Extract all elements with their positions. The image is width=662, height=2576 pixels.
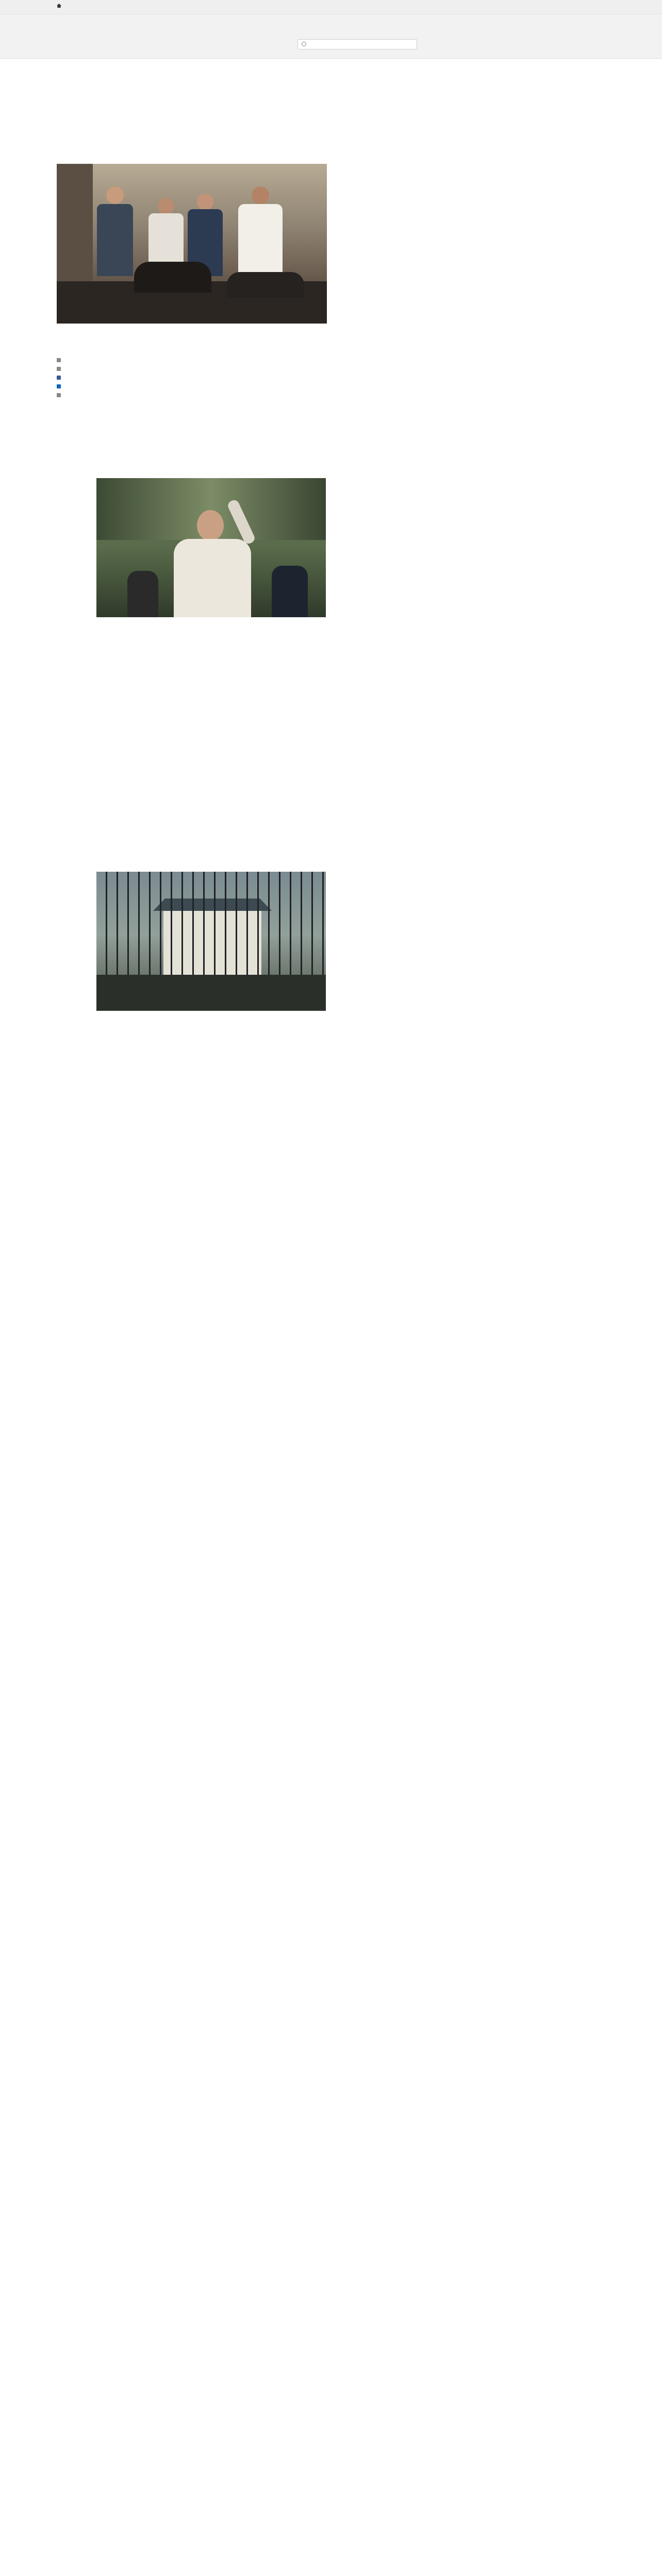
share-print[interactable]: [57, 391, 88, 399]
linkedin-icon: [57, 384, 61, 388]
article-body-1: [96, 348, 326, 354]
home-icon[interactable]: [57, 4, 61, 8]
x-icon: [57, 367, 61, 371]
share-x[interactable]: [57, 364, 88, 373]
masthead: [0, 14, 662, 59]
facebook-icon: [57, 376, 61, 380]
article-body-3: [96, 1033, 326, 1039]
hero-photo: [57, 164, 327, 324]
email-icon: [57, 358, 61, 362]
search-icon: [302, 42, 306, 46]
prison-photo: [96, 872, 326, 1011]
share-email[interactable]: [57, 355, 88, 364]
print-icon: [57, 393, 61, 397]
search-input[interactable]: [297, 39, 417, 49]
top-bar: [0, 0, 662, 14]
share-list: [57, 355, 88, 399]
prabowo-photo: [96, 478, 326, 617]
share-facebook[interactable]: [57, 373, 88, 382]
article-body-2: [96, 635, 326, 640]
share-linkedin[interactable]: [57, 382, 88, 391]
